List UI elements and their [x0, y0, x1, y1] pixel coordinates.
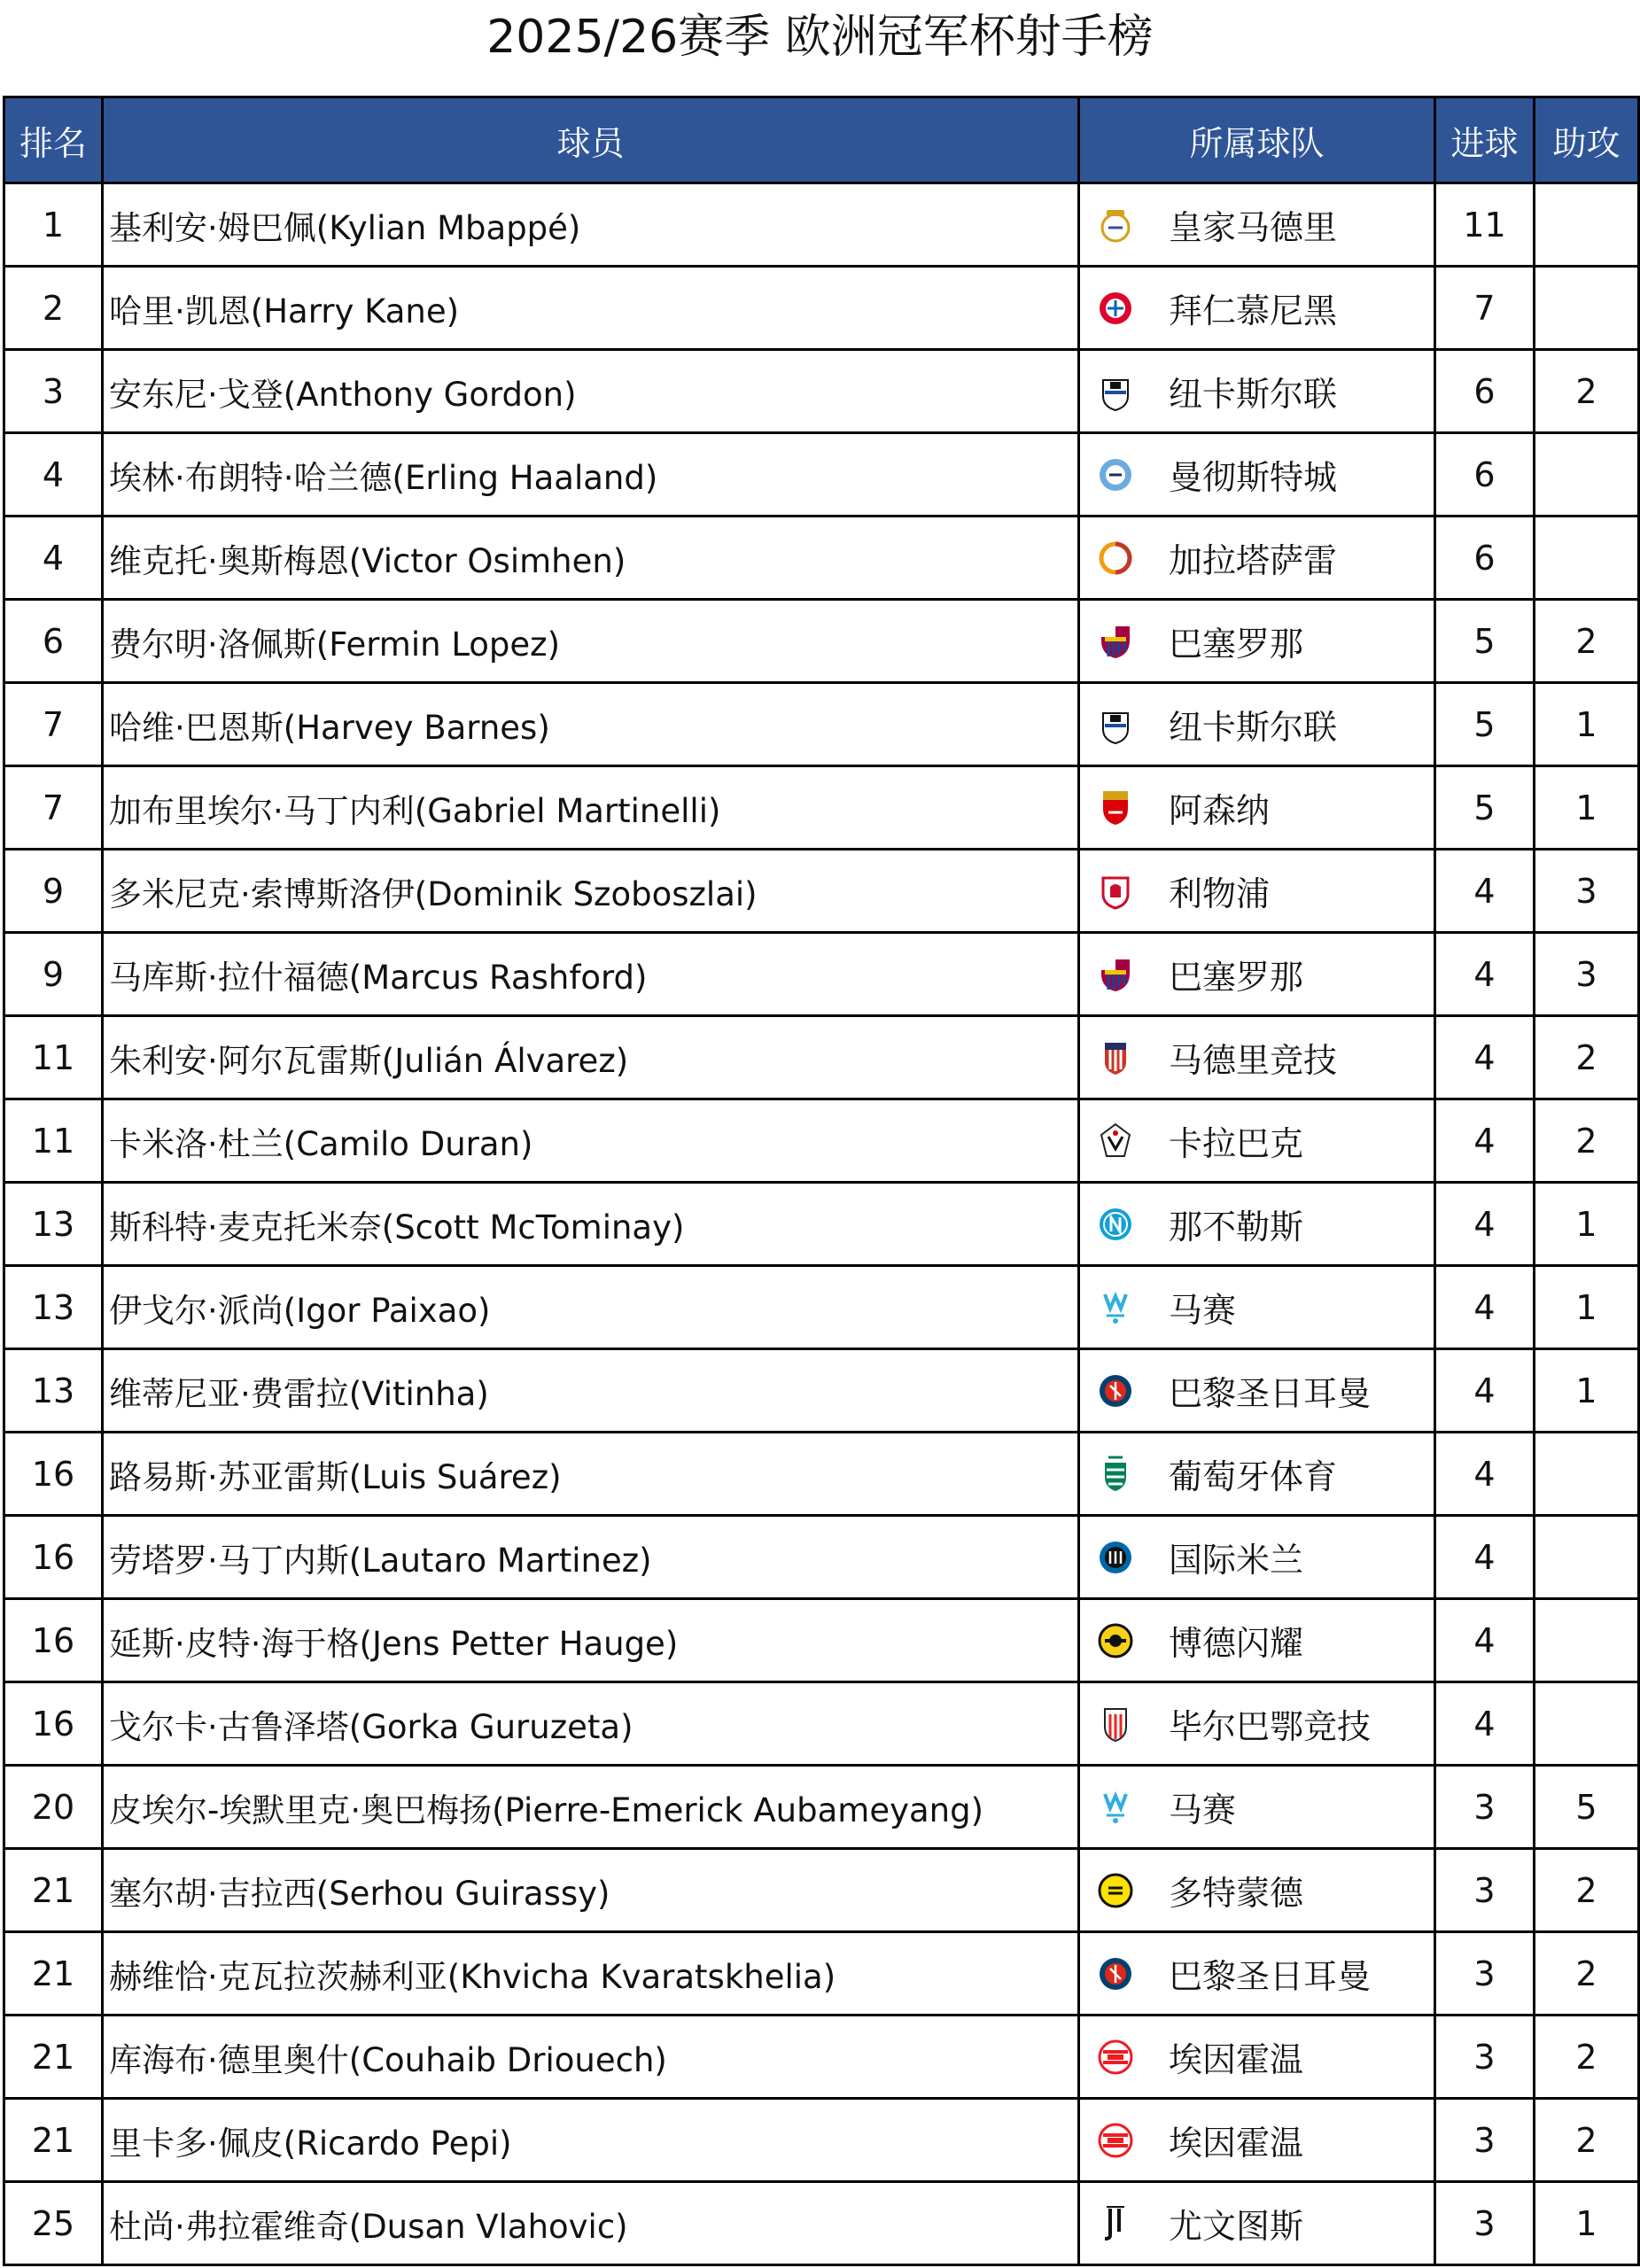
barcelona-crest-icon [1098, 954, 1133, 995]
header-rank: 排名 [4, 97, 103, 183]
rank-cell: 16 [4, 1516, 103, 1599]
team-cell [1079, 1516, 1435, 1599]
psg-crest-icon [1098, 1953, 1133, 1994]
assists-cell [1535, 517, 1639, 600]
assists-cell: 2 [1535, 600, 1639, 683]
player-cell: 斯科特·麦克托米奈(Scott McTominay) [103, 1183, 1079, 1266]
team-cell [1079, 600, 1435, 683]
table-row [4, 1099, 1639, 1183]
galatasaray-crest-icon [1098, 538, 1133, 579]
rank-cell: 1 [4, 183, 103, 267]
team-name: 巴黎圣日耳曼 [1169, 1957, 1372, 1996]
table-row [4, 517, 1639, 600]
team-cell [1079, 933, 1435, 1016]
team-cell [1079, 850, 1435, 933]
goals-cell: 4 [1435, 1016, 1535, 1099]
header-row [4, 97, 1639, 183]
man-city-crest-icon [1098, 454, 1133, 495]
table-row [4, 2182, 1639, 2265]
dortmund-crest-icon [1098, 1870, 1133, 1911]
player-cell: 劳塔罗·马丁内斯(Lautaro Martinez) [103, 1516, 1079, 1599]
rank-cell: 13 [4, 1349, 103, 1433]
goals-cell: 3 [1435, 1766, 1535, 1849]
table-row [4, 1349, 1639, 1433]
goals-cell: 5 [1435, 766, 1535, 850]
rank-cell: 21 [4, 2016, 103, 2099]
player-cell: 库海布·德里奥什(Couhaib Driouech) [103, 2016, 1079, 2099]
goals-cell: 3 [1435, 1932, 1535, 2016]
assists-cell [1535, 1682, 1639, 1766]
goals-cell: 6 [1435, 350, 1535, 433]
table-row [4, 350, 1639, 433]
arsenal-crest-icon [1098, 788, 1133, 828]
goals-cell: 5 [1435, 683, 1535, 766]
assists-cell: 2 [1535, 2099, 1639, 2182]
team-name: 毕尔巴鄂竞技 [1169, 1707, 1372, 1746]
assists-cell: 2 [1535, 1849, 1639, 1932]
goals-cell: 11 [1435, 183, 1535, 267]
team-name: 埃因霍温 [1169, 2124, 1304, 2163]
rank-cell: 21 [4, 2099, 103, 2182]
goals-cell: 4 [1435, 933, 1535, 1016]
goals-cell: 4 [1435, 1099, 1535, 1183]
player-cell: 朱利安·阿尔瓦雷斯(Julián Álvarez) [103, 1016, 1079, 1099]
team-cell [1079, 2182, 1435, 2265]
player-cell: 加布里埃尔·马丁内利(Gabriel Martinelli) [103, 766, 1079, 850]
rank-cell: 21 [4, 1932, 103, 2016]
table-row [4, 683, 1639, 766]
goals-cell: 4 [1435, 1682, 1535, 1766]
rank-cell: 7 [4, 766, 103, 850]
table-row [4, 433, 1639, 517]
newcastle-crest-icon [1098, 371, 1133, 412]
team-cell [1079, 1433, 1435, 1516]
sporting-crest-icon [1098, 1454, 1133, 1495]
goals-cell: 3 [1435, 1849, 1535, 1932]
player-cell: 哈维·巴恩斯(Harvey Barnes) [103, 683, 1079, 766]
table-row [4, 1599, 1639, 1682]
team-cell [1079, 1599, 1435, 1682]
table-row [4, 1766, 1639, 1849]
team-cell [1079, 183, 1435, 267]
player-cell: 安东尼·戈登(Anthony Gordon) [103, 350, 1079, 433]
assists-cell: 2 [1535, 1016, 1639, 1099]
player-cell: 里卡多·佩皮(Ricardo Pepi) [103, 2099, 1079, 2182]
rank-cell: 9 [4, 850, 103, 933]
team-name: 巴黎圣日耳曼 [1169, 1374, 1372, 1413]
assists-cell [1535, 267, 1639, 350]
player-cell: 维蒂尼亚·费雷拉(Vitinha) [103, 1349, 1079, 1433]
inter-crest-icon [1098, 1537, 1133, 1578]
table-row [4, 1682, 1639, 1766]
player-cell: 维克托·奥斯梅恩(Victor Osimhen) [103, 517, 1079, 600]
player-cell: 埃林·布朗特·哈兰德(Erling Haaland) [103, 433, 1079, 517]
team-name: 纽卡斯尔联 [1169, 708, 1338, 747]
rank-cell: 4 [4, 517, 103, 600]
table-row [4, 183, 1639, 267]
assists-cell: 5 [1535, 1766, 1639, 1849]
assists-cell: 1 [1535, 1266, 1639, 1349]
goals-cell: 4 [1435, 1266, 1535, 1349]
atletico-crest-icon [1098, 1037, 1133, 1078]
team-name: 皇家马德里 [1169, 208, 1338, 247]
player-cell: 基利安·姆巴佩(Kylian Mbappé) [103, 183, 1079, 267]
goals-cell: 3 [1435, 2016, 1535, 2099]
table-row [4, 1516, 1639, 1599]
assists-cell: 1 [1535, 683, 1639, 766]
goals-cell: 4 [1435, 1183, 1535, 1266]
team-name: 利物浦 [1169, 874, 1271, 913]
liverpool-crest-icon [1098, 871, 1133, 912]
scorers-table [3, 96, 1640, 2266]
table-row [4, 1849, 1639, 1932]
team-cell [1079, 1349, 1435, 1433]
team-name: 曼彻斯特城 [1169, 458, 1338, 497]
rank-cell: 16 [4, 1433, 103, 1516]
assists-cell: 1 [1535, 1183, 1639, 1266]
rank-cell: 2 [4, 267, 103, 350]
player-cell: 延斯·皮特·海于格(Jens Petter Hauge) [103, 1599, 1079, 1682]
goals-cell: 4 [1435, 850, 1535, 933]
bayern-crest-icon [1098, 288, 1133, 329]
rank-cell: 13 [4, 1266, 103, 1349]
assists-cell: 2 [1535, 350, 1639, 433]
team-name: 加拉塔萨雷 [1169, 541, 1338, 580]
goals-cell: 6 [1435, 433, 1535, 517]
table-row [4, 1016, 1639, 1099]
team-name: 多特蒙德 [1169, 1874, 1304, 1913]
team-cell [1079, 1099, 1435, 1183]
goals-cell: 5 [1435, 600, 1535, 683]
rank-cell: 6 [4, 600, 103, 683]
player-cell: 伊戈尔·派尚(Igor Paixao) [103, 1266, 1079, 1349]
table-row [4, 2016, 1639, 2099]
goals-cell: 4 [1435, 1599, 1535, 1682]
team-cell [1079, 1016, 1435, 1099]
player-cell: 皮埃尔-埃默里克·奥巴梅扬(Pierre-Emerick Aubameyang) [103, 1766, 1079, 1849]
assists-cell [1535, 1516, 1639, 1599]
napoli-crest-icon [1098, 1204, 1133, 1245]
rank-cell: 16 [4, 1682, 103, 1766]
rank-cell: 11 [4, 1099, 103, 1183]
goals-cell: 4 [1435, 1433, 1535, 1516]
player-cell: 哈里·凯恩(Harry Kane) [103, 267, 1079, 350]
team-cell [1079, 2016, 1435, 2099]
team-name: 葡萄牙体育 [1169, 1457, 1338, 1496]
assists-cell [1535, 433, 1639, 517]
barcelona-crest-icon [1098, 621, 1133, 662]
assists-cell: 1 [1535, 2182, 1639, 2265]
team-name: 阿森纳 [1169, 791, 1271, 830]
team-cell [1079, 517, 1435, 600]
team-cell [1079, 350, 1435, 433]
team-cell [1079, 1266, 1435, 1349]
marseille-crest-icon [1098, 1787, 1133, 1828]
team-cell [1079, 766, 1435, 850]
team-name: 巴塞罗那 [1169, 625, 1304, 664]
team-name: 巴塞罗那 [1169, 958, 1304, 997]
team-cell [1079, 683, 1435, 766]
assists-cell: 3 [1535, 850, 1639, 933]
assists-cell: 2 [1535, 1932, 1639, 2016]
player-cell: 马库斯·拉什福德(Marcus Rashford) [103, 933, 1079, 1016]
player-cell: 多米尼克·索博斯洛伊(Dominik Szoboszlai) [103, 850, 1079, 933]
player-cell: 戈尔卡·古鲁泽塔(Gorka Guruzeta) [103, 1682, 1079, 1766]
team-cell [1079, 1682, 1435, 1766]
page-title: 2025/26赛季 欧洲冠军杯射手榜 [486, 11, 1154, 64]
team-name: 纽卡斯尔联 [1169, 375, 1338, 414]
team-cell [1079, 1183, 1435, 1266]
athletic-bilbao-crest-icon [1098, 1704, 1133, 1744]
assists-cell: 3 [1535, 933, 1639, 1016]
rank-cell: 16 [4, 1599, 103, 1682]
rank-cell: 7 [4, 683, 103, 766]
header-goals: 进球 [1435, 97, 1535, 183]
rank-cell: 25 [4, 2182, 103, 2265]
team-cell [1079, 267, 1435, 350]
assists-cell: 1 [1535, 1349, 1639, 1433]
psv-crest-icon [1098, 2037, 1133, 2078]
assists-cell: 1 [1535, 766, 1639, 850]
team-cell [1079, 2099, 1435, 2182]
team-name: 马赛 [1169, 1291, 1237, 1330]
player-cell: 费尔明·洛佩斯(Fermin Lopez) [103, 600, 1079, 683]
table-row [4, 850, 1639, 933]
header-assists: 助攻 [1535, 97, 1639, 183]
table-row [4, 1433, 1639, 1516]
team-cell [1079, 1932, 1435, 2016]
bodo-glimt-crest-icon [1098, 1620, 1133, 1661]
goals-cell: 3 [1435, 2099, 1535, 2182]
team-cell [1079, 433, 1435, 517]
newcastle-crest-icon [1098, 704, 1133, 745]
rank-cell: 20 [4, 1766, 103, 1849]
rank-cell: 4 [4, 433, 103, 517]
player-cell: 路易斯·苏亚雷斯(Luis Suárez) [103, 1433, 1079, 1516]
team-name: 马赛 [1169, 1790, 1237, 1829]
goals-cell: 7 [1435, 267, 1535, 350]
goals-cell: 4 [1435, 1349, 1535, 1433]
marseille-crest-icon [1098, 1287, 1133, 1328]
team-name: 那不勒斯 [1169, 1208, 1304, 1247]
goals-cell: 3 [1435, 2182, 1535, 2265]
rank-cell: 3 [4, 350, 103, 433]
rank-cell: 9 [4, 933, 103, 1016]
table-row [4, 1183, 1639, 1266]
table-row [4, 1266, 1639, 1349]
table-row [4, 766, 1639, 850]
player-cell: 赫维恰·克瓦拉茨赫利亚(Khvicha Kvaratskhelia) [103, 1932, 1079, 2016]
table-row [4, 933, 1639, 1016]
table-row [4, 600, 1639, 683]
psv-crest-icon [1098, 2120, 1133, 2161]
player-cell: 卡米洛·杜兰(Camilo Duran) [103, 1099, 1079, 1183]
team-name: 埃因霍温 [1169, 2040, 1304, 2079]
assists-cell [1535, 183, 1639, 267]
rank-cell: 11 [4, 1016, 103, 1099]
player-cell: 塞尔胡·吉拉西(Serhou Guirassy) [103, 1849, 1079, 1932]
assists-cell [1535, 1599, 1639, 1682]
juventus-crest-icon [1098, 2203, 1133, 2244]
team-name: 卡拉巴克 [1169, 1124, 1304, 1163]
header-player: 球员 [103, 97, 1079, 183]
team-cell [1079, 1766, 1435, 1849]
table-row [4, 267, 1639, 350]
qarabag-crest-icon [1098, 1121, 1133, 1161]
table-row [4, 2099, 1639, 2182]
player-cell: 杜尚·弗拉霍维奇(Dusan Vlahovic) [103, 2182, 1079, 2265]
rank-cell: 21 [4, 1849, 103, 1932]
header-team: 所属球队 [1079, 97, 1435, 183]
team-cell [1079, 1849, 1435, 1932]
team-name: 博德闪耀 [1169, 1624, 1304, 1663]
team-name: 马德里竞技 [1169, 1041, 1338, 1080]
goals-cell: 6 [1435, 517, 1535, 600]
rank-cell: 13 [4, 1183, 103, 1266]
assists-cell [1535, 1433, 1639, 1516]
team-name: 尤文图斯 [1169, 2207, 1304, 2246]
team-name: 国际米兰 [1169, 1541, 1304, 1580]
table-row [4, 1932, 1639, 2016]
psg-crest-icon [1098, 1371, 1133, 1411]
team-name: 拜仁慕尼黑 [1169, 291, 1338, 330]
assists-cell: 2 [1535, 2016, 1639, 2099]
assists-cell: 2 [1535, 1099, 1639, 1183]
goals-cell: 4 [1435, 1516, 1535, 1599]
real-madrid-crest-icon [1098, 205, 1133, 245]
